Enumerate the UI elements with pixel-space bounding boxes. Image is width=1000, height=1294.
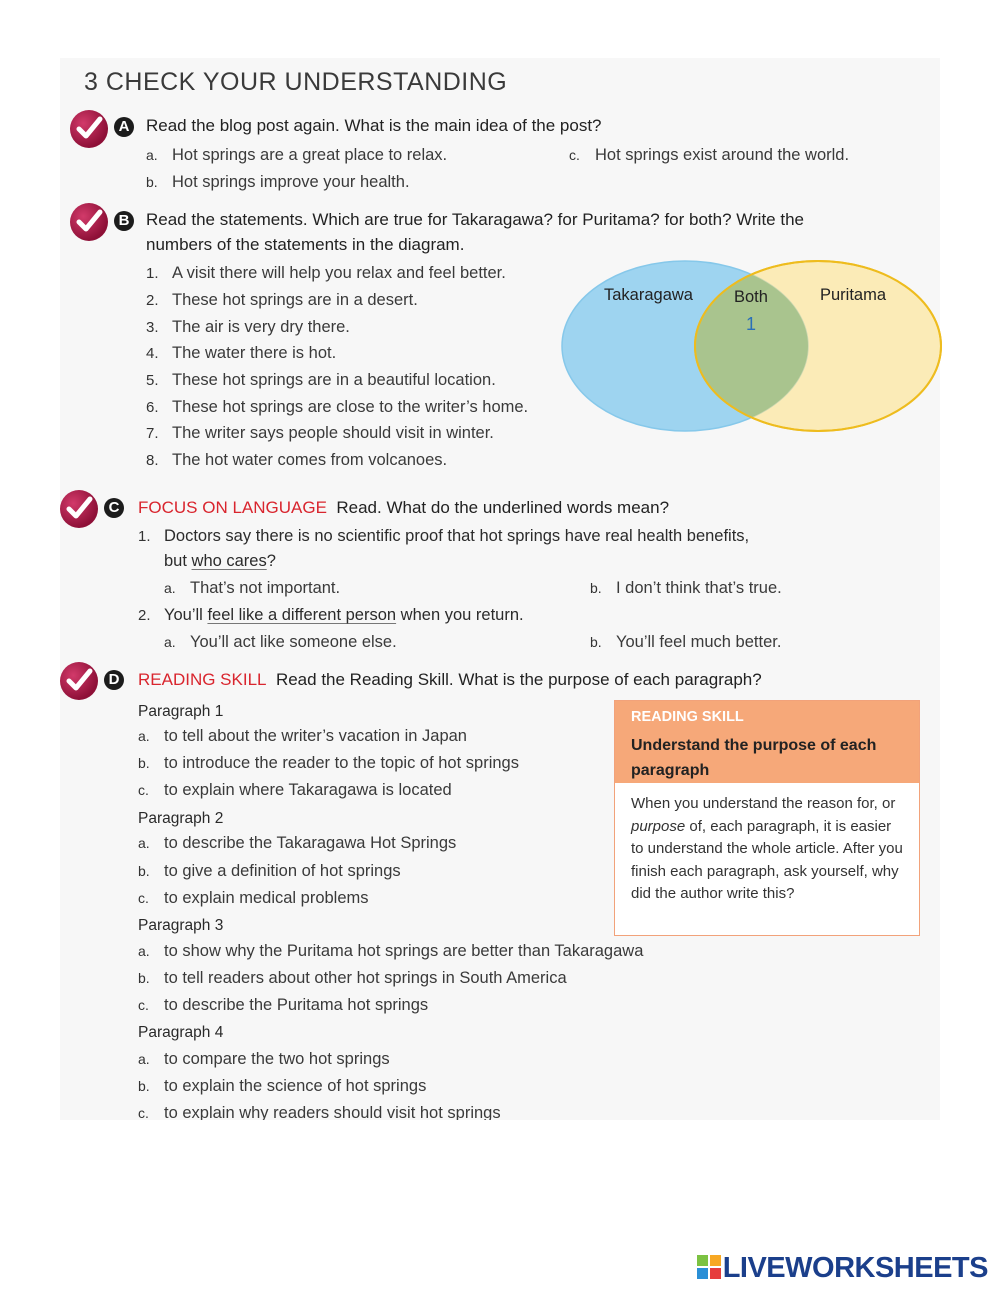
option-label: a. xyxy=(138,943,150,959)
statement-text: These hot springs are in a desert. xyxy=(172,291,418,309)
liveworksheets-logo xyxy=(697,1252,988,1285)
option-text: to explain why readers should visit hot springs xyxy=(164,1104,501,1120)
exercise-a-option-b[interactable] xyxy=(146,173,410,192)
statement-text: These hot springs are close to the writer’s home. xyxy=(172,398,529,416)
statement-number: 6. xyxy=(146,399,159,416)
option-label: c. xyxy=(569,147,580,163)
statement-item xyxy=(146,451,447,470)
option-label: b. xyxy=(138,970,150,986)
logo-text: LIVEWORKSHEETS xyxy=(722,1252,988,1284)
exercise-a-option-a[interactable] xyxy=(146,146,447,165)
exercise-letter-badge: D xyxy=(104,670,124,690)
option-label: c. xyxy=(138,1105,149,1120)
option-text: Hot springs exist around the world. xyxy=(595,146,850,164)
statement-number: 5. xyxy=(146,372,159,389)
option-label: a. xyxy=(138,1051,150,1067)
paragraph-2-option-c[interactable] xyxy=(138,889,369,908)
option-label: a. xyxy=(164,580,176,596)
paragraph-3-option-b[interactable] xyxy=(138,969,567,988)
option-text: to explain medical problems xyxy=(164,889,369,907)
reading-skill-box xyxy=(614,700,920,936)
paragraph-4-title: Paragraph 4 xyxy=(138,1024,224,1041)
option-label: c. xyxy=(138,890,149,906)
exercise-c-item-1-option-b[interactable] xyxy=(590,579,782,598)
venn-label-both: Both xyxy=(734,288,768,306)
reading-skill-box-tag: READING SKILL xyxy=(631,709,744,725)
option-text: I don’t think that’s true. xyxy=(616,579,782,597)
exercise-c-item-2 xyxy=(138,606,524,625)
underlined-phrase: feel like a different person xyxy=(207,606,397,624)
option-text: You’ll act like someone else. xyxy=(190,633,397,651)
option-label: a. xyxy=(146,147,158,163)
option-text: to explain the science of hot springs xyxy=(164,1077,427,1095)
item-text: You’ll xyxy=(164,606,208,624)
statement-item xyxy=(146,291,418,310)
option-text: Hot springs improve your health. xyxy=(172,173,410,191)
option-text: to explain where Takaragawa is located xyxy=(164,781,452,799)
statement-item xyxy=(146,398,528,417)
item-number: 2. xyxy=(138,607,151,624)
item-number: 1. xyxy=(138,528,151,545)
statement-number: 3. xyxy=(146,319,159,336)
paragraph-3-option-c[interactable] xyxy=(138,996,428,1015)
checkmark-icon xyxy=(70,110,108,148)
exercise-d-heading xyxy=(138,670,762,690)
paragraph-4-option-a[interactable] xyxy=(138,1050,390,1069)
option-label: b. xyxy=(590,580,602,596)
body-italic: purpose xyxy=(631,817,686,835)
statement-text: A visit there will help you relax and feel better. xyxy=(172,264,506,282)
paragraph-4-option-c-clip xyxy=(138,1100,838,1120)
option-text: Hot springs are a great place to relax. xyxy=(172,146,448,164)
paragraph-4-option-b[interactable] xyxy=(138,1077,426,1096)
logo-icon xyxy=(697,1255,721,1279)
section-title: 3 CHECK YOUR UNDERSTANDING xyxy=(84,68,508,96)
statement-number: 4. xyxy=(146,345,159,362)
paragraph-1-option-b[interactable] xyxy=(138,754,519,773)
paragraph-3-option-a[interactable] xyxy=(138,942,643,961)
exercise-c-question: Read. What do the underlined words mean? xyxy=(336,498,670,517)
exercise-a-option-c[interactable] xyxy=(569,146,849,165)
exercise-b-question-line1: Read the statements. Which are true for Takaragawa? for Puritama? for both? Write the xyxy=(146,210,804,229)
option-text: to tell about the writer’s vacation in Japan xyxy=(164,727,467,745)
statement-text: The air is very dry there. xyxy=(172,318,350,336)
paragraph-2-option-b[interactable] xyxy=(138,862,401,881)
option-text: to give a definition of hot springs xyxy=(164,862,401,880)
exercise-c-item-1 xyxy=(138,527,749,546)
exercise-c-item-1-option-a[interactable] xyxy=(164,579,340,598)
item-text: but xyxy=(164,552,192,570)
option-label: c. xyxy=(138,782,149,798)
option-label: b. xyxy=(590,634,602,650)
venn-diagram xyxy=(555,255,950,440)
statement-number: 1. xyxy=(146,265,159,282)
paragraph-1-option-c[interactable] xyxy=(138,781,452,800)
exercise-c-item-2-option-b[interactable] xyxy=(590,633,781,652)
exercise-letter-badge: A xyxy=(114,117,134,137)
underlined-phrase: who cares xyxy=(191,552,267,570)
item-text: Doctors say there is no scientific proof that hot springs have real health benefits, xyxy=(164,527,750,545)
statement-number: 8. xyxy=(146,452,159,469)
statement-item xyxy=(146,371,496,390)
paragraph-1-option-a[interactable] xyxy=(138,727,467,746)
option-text: That’s not important. xyxy=(190,579,341,597)
checkmark-icon xyxy=(70,203,108,241)
option-label: b. xyxy=(138,863,150,879)
statement-number: 7. xyxy=(146,425,159,442)
paragraph-2-option-a[interactable] xyxy=(138,834,456,853)
body-text: of, each paragraph, it is easier to understand the whole article. After you finish each paragraph, ask yourself, why did the author write this? xyxy=(631,817,903,902)
exercise-d-question: Read the Reading Skill. What is the purpose of each paragraph? xyxy=(275,670,762,689)
statement-item xyxy=(146,318,350,337)
statement-item xyxy=(146,264,506,283)
option-text: to describe the Puritama hot springs xyxy=(164,996,429,1014)
venn-both-answer[interactable]: 1 xyxy=(746,314,757,334)
item-text: ? xyxy=(266,552,276,570)
option-text: to describe the Takaragawa Hot Springs xyxy=(164,834,457,852)
option-label: a. xyxy=(138,728,150,744)
option-text: to show why the Puritama hot springs are better than Takaragawa xyxy=(164,942,644,960)
statement-text: The water there is hot. xyxy=(172,344,337,362)
item-text: when you return. xyxy=(396,606,524,624)
option-text: to tell readers about other hot springs in South America xyxy=(164,969,567,987)
focus-on-language-tag: FOCUS ON LANGUAGE xyxy=(138,498,327,517)
exercise-b-question-line2: numbers of the statements in the diagram. xyxy=(146,235,465,254)
checkmark-icon xyxy=(60,490,98,528)
exercise-c-item-1-line2 xyxy=(164,552,276,571)
paragraph-2-title: Paragraph 2 xyxy=(138,810,224,827)
venn-label-takaragawa: Takaragawa xyxy=(604,286,693,304)
exercise-c-item-2-option-a[interactable] xyxy=(164,633,397,652)
option-text: to introduce the reader to the topic of hot springs xyxy=(164,754,519,772)
paragraph-4-option-c[interactable] xyxy=(138,1104,501,1120)
statement-item xyxy=(146,344,336,363)
exercise-letter-badge: B xyxy=(114,211,134,231)
option-text: You’ll feel much better. xyxy=(616,633,782,651)
exercise-a-question: Read the blog post again. What is the main idea of the post? xyxy=(146,116,602,135)
statement-text: The hot water comes from volcanoes. xyxy=(172,451,448,469)
reading-skill-box-body xyxy=(631,793,907,906)
option-label: b. xyxy=(146,174,158,190)
statement-number: 2. xyxy=(146,292,159,309)
statement-item xyxy=(146,424,494,443)
body-text: When you understand the reason for, or xyxy=(631,795,896,812)
paragraph-1-title: Paragraph 1 xyxy=(138,703,224,720)
option-text: to compare the two hot springs xyxy=(164,1050,390,1068)
checkmark-icon xyxy=(60,662,98,700)
option-label: a. xyxy=(138,835,150,851)
option-label: c. xyxy=(138,997,149,1013)
paragraph-3-title: Paragraph 3 xyxy=(138,917,224,934)
option-label: b. xyxy=(138,1078,150,1094)
exercise-c-heading xyxy=(138,498,669,518)
statement-text: These hot springs are in a beautiful location. xyxy=(172,371,496,389)
option-label: b. xyxy=(138,755,150,771)
statement-text: The writer says people should visit in winter. xyxy=(172,424,494,442)
reading-skill-tag: READING SKILL xyxy=(138,670,267,689)
venn-label-puritama: Puritama xyxy=(820,286,887,304)
reading-skill-box-title: Understand the purpose of each paragraph xyxy=(631,737,877,779)
exercise-letter-badge: C xyxy=(104,498,124,518)
option-label: a. xyxy=(164,634,176,650)
